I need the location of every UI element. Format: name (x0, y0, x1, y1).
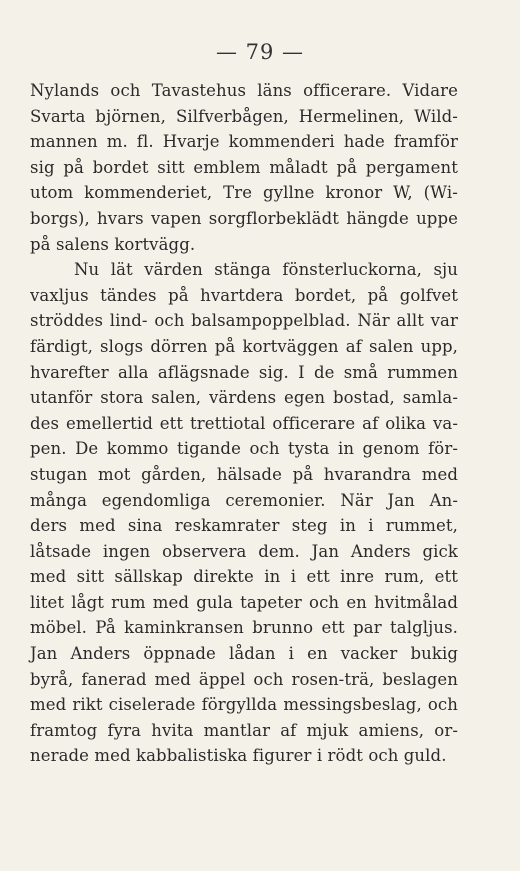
text-line: Nylands och Tavastehus läns officerare. Vidare (30, 81, 458, 100)
text-line: stugan mot gården, hälsade på hvarandra med (30, 464, 458, 484)
text-line: sig på bordet sitt emblem måladt på pergament (30, 157, 458, 177)
body-text (30, 78, 458, 769)
text-line: många egendomliga ceremonier. När Jan An- (30, 490, 458, 510)
text-line: Jan Anders öppnade lådan i en vacker bukig (30, 644, 458, 664)
text-line: på salens kortvägg. (30, 234, 196, 254)
text-line: des emellertid ett trettiotal officerare af olika va- (30, 413, 458, 433)
text-line: mannen m. fl. Hvarje kommenderi hade framför (30, 132, 458, 152)
text-line: möbel. På kaminkransen brunno ett par talgljus. (30, 618, 458, 638)
text-line: Nu lät värden stänga fönsterluckorna, sju (74, 260, 458, 280)
page-number: — 79 — (215, 40, 305, 64)
text-line: vaxljus tändes på hvartdera bordet, på golfvet (30, 285, 458, 305)
text-line: utanför stora salen, värdens egen bostad, samla- (30, 388, 458, 408)
text-line: utom kommenderiet, Tre gyllne kronor W, (Wi- (30, 183, 458, 203)
text-line: hvarefter alla aflägsnade sig. I de små rummen (30, 362, 458, 382)
text-line: byrå, fanerad med äppel och rosen-trä, beslagen (30, 669, 458, 689)
text-line: Svarta björnen, Silfverbågen, Hermelinen, Wild- (30, 106, 458, 126)
text-line: ströddes lind- och balsampoppelblad. När allt var (30, 311, 458, 331)
text-line: låtsade ingen observera dem. Jan Anders gick (30, 541, 458, 561)
text-line: med rikt ciselerade förgyllda messingsbeslag, och (30, 695, 458, 715)
text-line: ders med sina reskamrater steg in i rummet, (30, 516, 458, 536)
text-line: nerade med kabbalistiska figurer i rödt och guld. (30, 746, 447, 766)
text-line: litet lågt rum med gula tapeter och en hvitmålad (30, 592, 458, 612)
text-line: färdigt, slogs dörren på kortväggen af salen upp, (30, 336, 458, 356)
text-line: borgs), hvars vapen sorgflorbeklädt hängde uppe (30, 208, 458, 228)
text-line: framtog fyra hvita mantlar af mjuk amiens, or- (30, 720, 458, 740)
text-line: pen. De kommo tigande och tysta in genom för- (30, 439, 458, 459)
text-line: med sitt sällskap direkte in i ett inre rum, ett (30, 567, 458, 587)
